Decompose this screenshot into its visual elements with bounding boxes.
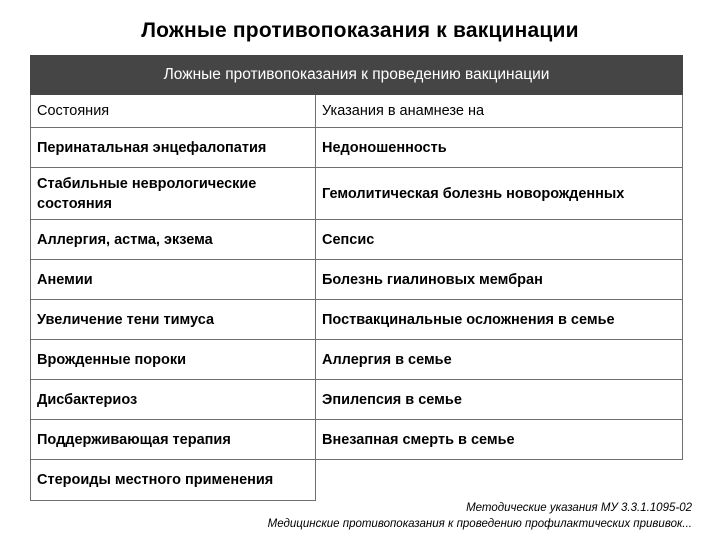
column-header-history: Указания в анамнезе на	[316, 95, 683, 128]
table-cell-condition: Аллергия, астма, экзема	[31, 220, 316, 260]
table-cell-condition: Анемии	[31, 260, 316, 300]
table-cell-condition: Стабильные неврологические состояния	[31, 168, 316, 220]
source-citation	[268, 500, 692, 532]
table-cell-history: Недоношенность	[316, 128, 683, 168]
column-header-row	[31, 95, 683, 128]
table-cell-history-empty	[316, 460, 683, 501]
table-cell-history: Эпилепсия в семье	[316, 380, 683, 420]
table-cell-history: Аллергия в семье	[316, 340, 683, 380]
table-header-row	[31, 56, 683, 95]
contraindications-table-container	[30, 55, 682, 501]
table-row	[31, 260, 683, 300]
table-cell-condition: Дисбактериоз	[31, 380, 316, 420]
table-cell-condition: Увеличение тени тимуса	[31, 300, 316, 340]
table-cell-history: Внезапная смерть в семье	[316, 420, 683, 460]
column-header-conditions: Состояния	[31, 95, 316, 128]
table-cell-history: Сепсис	[316, 220, 683, 260]
table-cell-condition: Стероиды местного применения	[31, 460, 316, 501]
table-cell-condition: Перинатальная энцефалопатия	[31, 128, 316, 168]
table-row	[31, 300, 683, 340]
contraindications-table	[30, 55, 683, 501]
table-row	[31, 220, 683, 260]
table-cell-condition: Врожденные пороки	[31, 340, 316, 380]
source-line-1: Методические указания МУ 3.3.1.1095-02	[466, 502, 692, 514]
table-cell-history: Болезнь гиалиновых мембран	[316, 260, 683, 300]
table-row	[31, 340, 683, 380]
page-title: Ложные противопоказания к вакцинации	[141, 19, 579, 42]
table-cell-condition: Поддерживающая терапия	[31, 420, 316, 460]
table-row	[31, 168, 683, 220]
table-row	[31, 128, 683, 168]
table-header: Ложные противопоказания к проведению вакцинации	[31, 56, 683, 95]
table-row	[31, 380, 683, 420]
table-cell-history: Гемолитическая болезнь новорожденных	[316, 168, 683, 220]
table-cell-history: Поствакцинальные осложнения в семье	[316, 300, 683, 340]
table-row	[31, 420, 683, 460]
source-line-2: Медицинские противопоказания к проведению профилактических прививок...	[267, 518, 692, 530]
table-row	[31, 460, 683, 501]
